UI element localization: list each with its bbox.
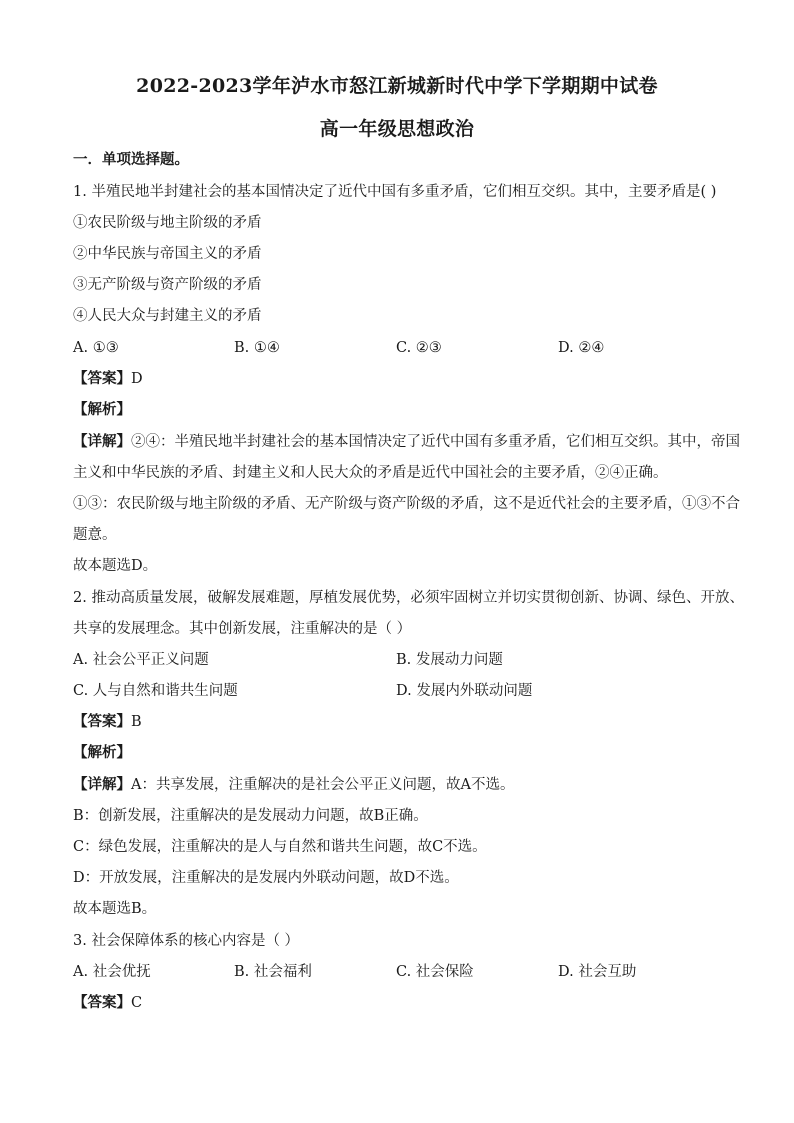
q1-stem: 1. 半殖民地半封建社会的基本国情决定了近代中国有多重矛盾，它们相互交织。其中，主要矛盾是( ) [73, 184, 717, 200]
q1-option-d: D. ②④ [558, 340, 605, 356]
analysis-tag: 【解析】 [73, 401, 131, 418]
answer-tag: 【答案】 [73, 994, 131, 1011]
detail-tag: 【详解】 [73, 433, 131, 450]
q1-item-2: ②中华民族与帝国主义的矛盾 [73, 246, 262, 262]
q1-detail-4: 题意。 [73, 527, 117, 543]
q1-detail-3: ①③：农民阶级与地主阶级的矛盾、无产阶级与资产阶级的矛盾，这不是近代社会的主要矛盾，①③不合 [73, 496, 740, 512]
q1-answer: D [131, 371, 143, 387]
q2-answer: B [131, 714, 142, 730]
analysis-tag: 【解析】 [73, 744, 131, 761]
q3-option-b: B. 社会福利 [234, 964, 312, 980]
q3-answer-line [73, 993, 725, 1013]
q2-detail-4: D：开放发展，注重解决的是发展内外联动问题，故D不选。 [73, 870, 459, 886]
q1-detail-1 [73, 432, 740, 452]
q2-option-c: C. 人与自然和谐共生问题 [73, 683, 238, 699]
q1-answer-line [73, 369, 725, 389]
q3-stem: 3. 社会保障体系的核心内容是（ ） [73, 933, 300, 949]
q3-option-d: D. 社会互助 [558, 964, 637, 980]
q2-option-d: D. 发展内外联动问题 [396, 683, 533, 699]
q2-detail-2: B：创新发展，注重解决的是发展动力问题，故B正确。 [73, 808, 428, 824]
q2-option-a: A. 社会公平正义问题 [73, 652, 209, 668]
q2-detail-3: C：绿色发展，注重解决的是人与自然和谐共生问题，故C不选。 [73, 839, 487, 855]
q2-answer-line [73, 712, 725, 732]
detail-tag: 【详解】 [73, 776, 131, 793]
q1-option-b: B. ①④ [234, 340, 280, 356]
exam-subtitle: 高一年级思想政治 [319, 118, 475, 140]
q1-analysis-tag-line [73, 400, 725, 420]
q1-detail-text-1: ②④：半殖民地半封建社会的基本国情决定了近代中国有多重矛盾，它们相互交织。其中，帝国 [131, 434, 740, 450]
q1-detail-5: 故本题选D。 [73, 558, 158, 574]
answer-tag: 【答案】 [73, 370, 131, 387]
answer-tag: 【答案】 [73, 713, 131, 730]
q3-answer: C [131, 995, 143, 1011]
q2-analysis-tag-line [73, 743, 725, 763]
exam-title: 2022-2023学年泸水市怒江新城新时代中学下学期期中试卷 [136, 75, 658, 97]
q2-detail-text-1: A：共享发展，注重解决的是社会公平正义问题，故A不选。 [131, 777, 515, 793]
q3-option-a: A. 社会优抚 [73, 964, 151, 980]
q1-option-a: A. ①③ [73, 340, 119, 356]
section-heading: 一．单项选择题。 [73, 151, 189, 168]
q2-option-b: B. 发展动力问题 [396, 652, 503, 668]
q3-option-c: C. 社会保险 [396, 964, 474, 980]
q1-option-c: C. ②③ [396, 340, 442, 356]
q1-detail-2: 主义和中华民族的矛盾、封建主义和人民大众的矛盾是近代中国社会的主要矛盾，②④正确。 [73, 465, 668, 481]
q1-item-3: ③无产阶级与资产阶级的矛盾 [73, 277, 262, 293]
q2-detail-1 [73, 775, 725, 795]
q1-item-4: ④人民大众与封建主义的矛盾 [73, 308, 262, 324]
q2-stem-1: 2. 推动高质量发展，破解发展难题，厚植发展优势，必须牢固树立并切实贯彻创新、协调、绿色、开放、 [73, 590, 744, 606]
q1-item-1: ①农民阶级与地主阶级的矛盾 [73, 215, 262, 231]
q2-stem-2: 共享的发展理念。其中创新发展，注重解决的是（ ） [73, 621, 412, 637]
q2-detail-5: 故本题选B。 [73, 901, 157, 917]
